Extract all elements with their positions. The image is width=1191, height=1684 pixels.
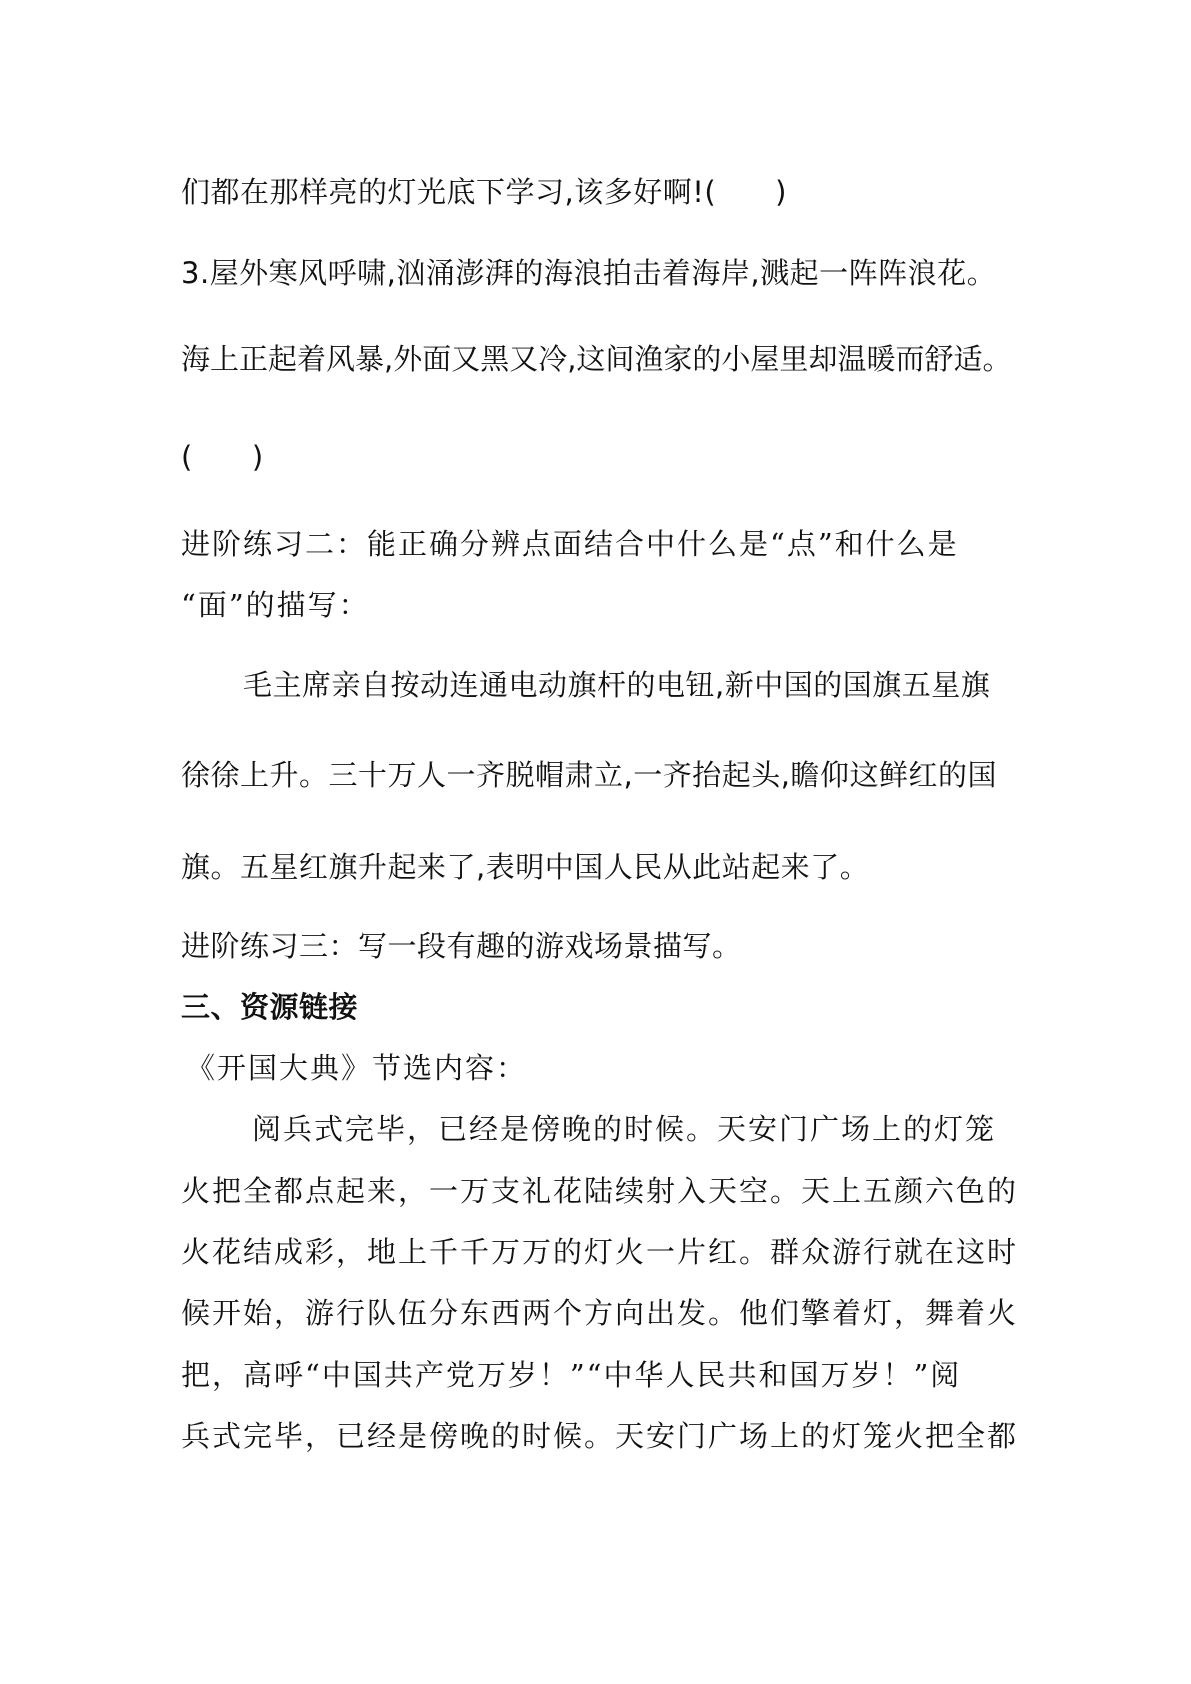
exercise-heading-2: 进阶练习二：能正确分辨点面结合中什么是“点”和什么是 [181,527,959,561]
excerpt-line: 候开始，游行队伍分东西两个方向出发。他们擎着灯，舞着火 [181,1296,1019,1330]
excerpt-line: 把，高呼“中国共产党万岁！”“中华人民共和国万岁！”阅 [181,1358,962,1392]
passage-line: 旗。五星红旗升起来了,表明中国人民从此站起来了。 [181,850,870,884]
passage-line: 毛主席亲自按动连通电动旗杆的电钮,新中国的国旗五星旗 [243,668,991,702]
exercise-heading-2-cont: “面”的描写： [181,588,370,622]
section-heading: 三、资源链接 [181,990,359,1024]
excerpt-line: 火把全都点起来，一万支礼花陆续射入天空。天上五颜六色的 [181,1174,1019,1208]
excerpt-line: 兵式完毕，已经是傍晚的时候。天安门广场上的灯笼火把全都 [181,1419,1019,1453]
answer-blank: ( ) [181,440,264,474]
excerpt-line: 火花结成彩，地上千千万万的灯火一片红。群众游行就在这时 [181,1235,1019,1269]
text-line: 们都在那样亮的灯光底下学习,该多好啊!( ) [181,175,787,209]
exercise-heading-3: 进阶练习三：写一段有趣的游戏场景描写。 [181,929,742,963]
text-line: 海上正起着风暴,外面又黑又冷,这间渔家的小屋里却温暖而舒适。 [181,342,1012,376]
exercise-item-3: 3.屋外寒风呼啸,汹涌澎湃的海浪拍击着海岸,溅起一阵阵浪花。 [181,256,997,290]
passage-line: 徐徐上升。三十万人一齐脱帽肃立,一齐抬起头,瞻仰这鲜红的国 [181,758,997,792]
excerpt-title: 《开国大典》节选内容： [186,1051,528,1085]
excerpt-line: 阅兵式完毕，已经是傍晚的时候。天安门广场上的灯笼 [252,1112,997,1146]
